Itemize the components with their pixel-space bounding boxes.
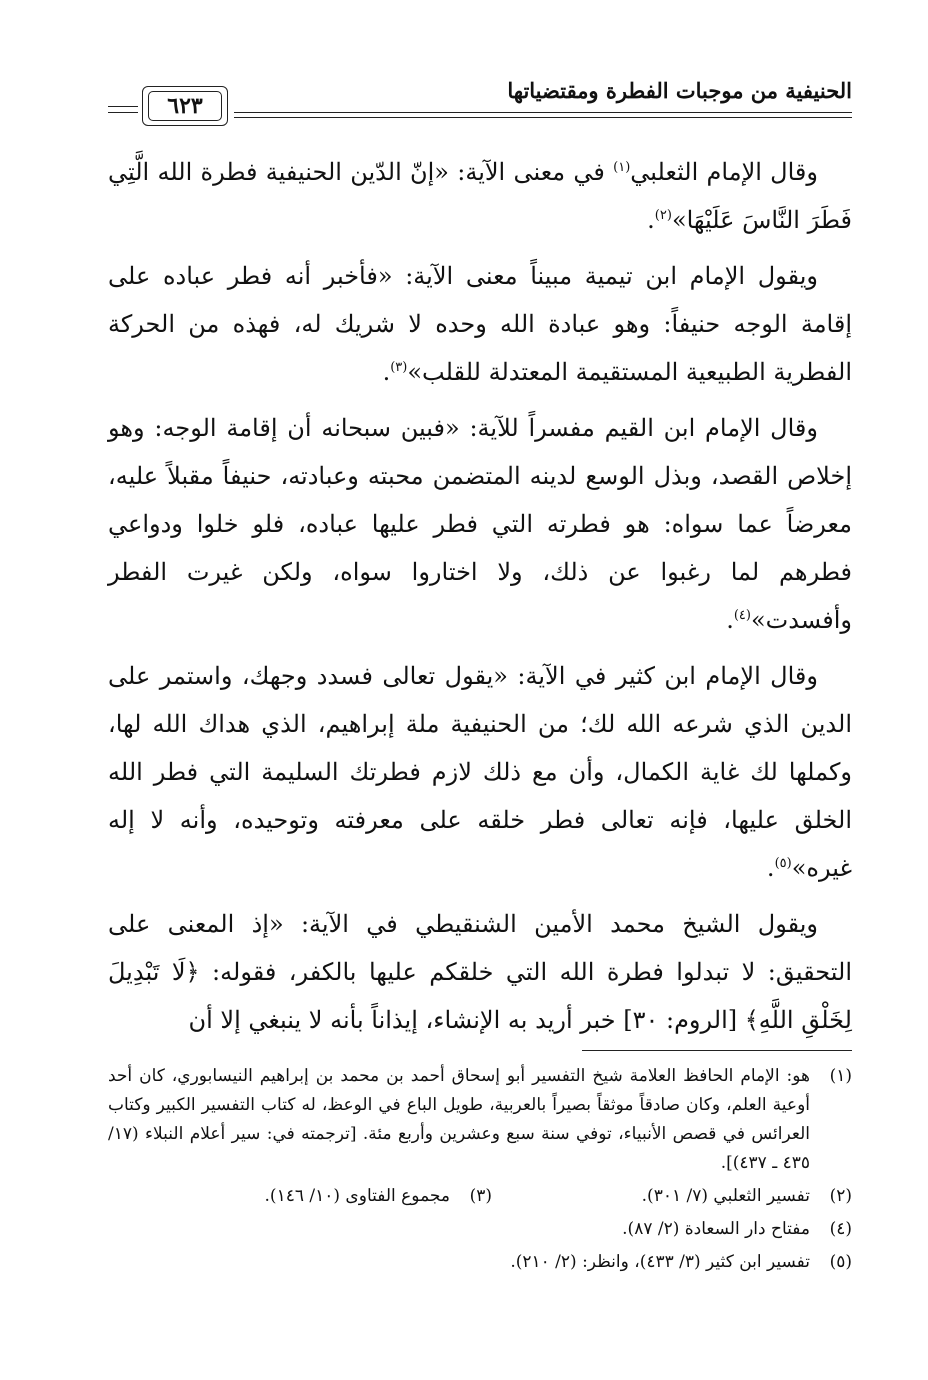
text-span: . (647, 206, 655, 234)
text-span: وقال الإمام ابن القيم مفسراً للآية: «فبين سبحانه أن إقامة الوجه: وهو إخلاص القصد، وبذل الوسع لدينه المتضمن محبته وعبادته، حنيفاً مقبلاً عليه، معرضاً عما سواه: هو فطرته التي فطر عليها عباده، فلو خلوا ودواعي فطرهم لما رغبوا عن ذلك، ولا اختاروا سواه، ولكن غيرت الفطر وأفسدت» (108, 414, 852, 634)
text-span: . (382, 358, 391, 386)
footnote-text: تفسير ابن كثير (٣/ ٤٣٣)، وانظر: (٢/ ٢١٠). (510, 1252, 810, 1272)
header-rule (234, 117, 852, 118)
text-span: . (726, 606, 734, 634)
footnote-number: (١) (829, 1066, 852, 1086)
paragraph (108, 252, 852, 396)
footnote-ref[interactable]: (٤) (733, 608, 751, 623)
footnote-text: هو: الإمام الحافظ العلامة شيخ التفسير أبو إسحاق أحمد بن محمد بن إبراهيم النيسابوري، كان أحد أوعية العلم، وكان صادقاً موثقاً بصيراً بالعربية، طويل الباع في الوعظ، له كتاب التفسير الكبير وكتاب العرائس في قصص الأنبياء، توفي سنة سبع وعشرين وأربع مئة. [ترجمته في: سير أعلام النبلاء (١٧/ ٤٣٥ ـ ٤٣٧)]. (108, 1066, 811, 1173)
page-number: ٦٢٣ (148, 91, 222, 121)
footnote (132, 1182, 492, 1211)
footnote (108, 1062, 852, 1178)
body-text (108, 148, 852, 1052)
footnote-number: (٣) (469, 1186, 492, 1206)
text-span: ويقول الشيخ محمد الأمين الشنقيطي في الآية: «إذ المعنى على التحقيق: لا تبدلوا فطرة الله التي خلقكم عليها بالكفر، فقوله: ﴿لَا تَبْدِيلَ لِخَلْقِ اللَّهِ﴾ [الروم: ٣٠] خبر أريد به الإنشاء، إيذاناً بأنه لا ينبغي إلا أن (108, 910, 852, 1034)
footnote-text: مفتاح دار السعادة (٢/ ٨٧). (622, 1219, 810, 1239)
footnote-number: (٤) (829, 1219, 852, 1239)
footnote (108, 1248, 852, 1277)
footnote-text: مجموع الفتاوى (١٠/ ١٤٦). (264, 1186, 450, 1206)
header-rule (108, 112, 138, 113)
text-span: وقال الإمام الثعلبي (630, 158, 818, 186)
header-rule (234, 112, 852, 113)
page-number-frame (142, 86, 228, 126)
footnote-number: (٥) (829, 1252, 852, 1272)
footnote-ref[interactable]: (١) (613, 160, 631, 175)
footnote-ref[interactable]: (٣) (390, 360, 408, 375)
footnote-row (108, 1182, 852, 1211)
paragraph (108, 652, 852, 892)
text-span: ويقول الإمام ابن تيمية مبيناً معنى الآية: «فأخبر أنه فطر عباده على إقامة الوجه حنيفاً: وهو عبادة الله وحده لا شريك له، فهذه من الحركة الفطرية الطبيعية المستقيمة المعتدلة للقلب» (108, 262, 852, 386)
paragraph (108, 148, 852, 244)
footnote-text: تفسير الثعلبي (٧/ ٣٠١). (641, 1186, 810, 1206)
text-span: في معنى الآية: (448, 158, 614, 186)
header-rule (108, 106, 138, 107)
quotation: «إنّ الدّين الحنيفية فطرة الله الَّتِي فَطَرَ النَّاسَ عَلَيْهَا» (108, 158, 852, 234)
footnote-ref[interactable]: (٢) (654, 208, 672, 223)
page-header (108, 78, 852, 130)
footnotes (108, 1062, 852, 1281)
footnote (492, 1182, 852, 1211)
paragraph (108, 404, 852, 644)
footnote-number: (٢) (829, 1186, 852, 1206)
footnote-separator (582, 1050, 852, 1051)
running-title: الحنيفية من موجبات الفطرة ومقتضياتها (507, 78, 852, 103)
text-span: . (766, 854, 775, 882)
paragraph (108, 900, 852, 1044)
footnote (108, 1215, 852, 1244)
text-span: وقال الإمام ابن كثير في الآية: «يقول تعالى فسدد وجهك، واستمر على الدين الذي شرعه الله لك؛ من الحنيفية ملة إبراهيم، الذي هداك الله لها، وكملها لك غاية الكمال، وأن مع ذلك لازم فطرتك السليمة التي فطر الله الخلق عليها، فإنه تعالى فطر خلقه على معرفته وتوحيده، وأنه لا إله غيره» (108, 662, 852, 882)
footnote-ref[interactable]: (٥) (774, 856, 792, 871)
